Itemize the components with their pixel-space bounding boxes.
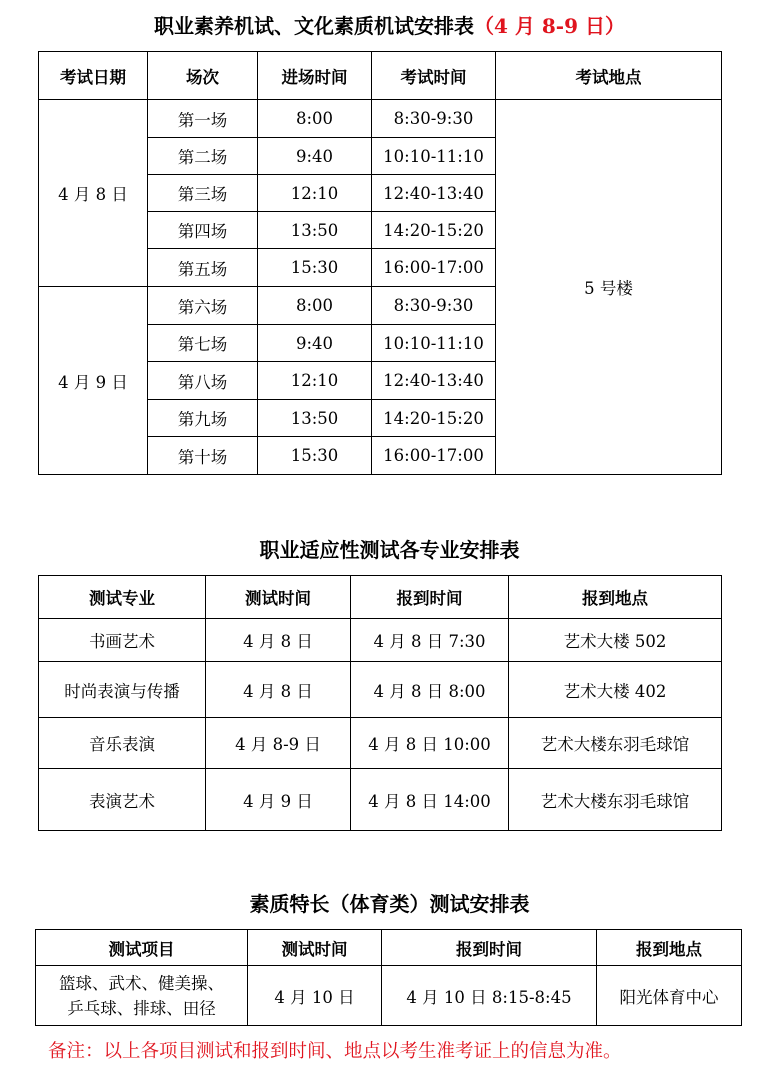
table-row <box>39 718 722 769</box>
exam-time-cell: 16:00-17:00 <box>372 249 496 287</box>
entry-time-cell: 9:40 <box>258 138 372 175</box>
entry-time-cell: 13:50 <box>258 212 372 249</box>
header-cell: 考试时间 <box>372 52 496 100</box>
exam-time-cell: 14:20-15:20 <box>372 212 496 249</box>
exam-time-cell: 12:40-13:40 <box>372 362 496 400</box>
footnote: 备注：以上各项目测试和报到时间、地点以考生准考证上的信息为准。 <box>48 1041 622 1062</box>
table-row <box>39 100 722 138</box>
exam-time-cell: 8:30-9:30 <box>372 287 496 325</box>
exam-schedule-table <box>38 51 722 475</box>
report-time-cell: 4 月 8 日 10:00 <box>351 718 509 769</box>
table1-title-date: （4 月 8-9 日） <box>474 14 625 38</box>
entry-time-cell: 12:10 <box>258 175 372 212</box>
header-cell: 测试项目 <box>36 930 248 966</box>
exam-time-cell: 16:00-17:00 <box>372 437 496 475</box>
exam-time-cell: 8:30-9:30 <box>372 100 496 138</box>
report-time-cell: 4 月 10 日 8:15-8:45 <box>382 966 597 1026</box>
major-cell: 表演艺术 <box>39 769 206 831</box>
entry-time-cell: 8:00 <box>258 100 372 138</box>
test-time-cell: 4 月 8 日 <box>206 662 351 718</box>
header-cell: 场次 <box>148 52 258 100</box>
sports-items-line: 乒乓球、排球、田径 <box>67 998 216 1018</box>
report-location-cell: 艺术大楼东羽毛球馆 <box>509 718 722 769</box>
report-time-cell: 4 月 8 日 14:00 <box>351 769 509 831</box>
report-location-cell: 艺术大楼 402 <box>509 662 722 718</box>
session-cell: 第五场 <box>148 249 258 287</box>
test-time-cell: 4 月 9 日 <box>206 769 351 831</box>
date-cell: 4 月 8 日 <box>39 100 148 287</box>
header-cell: 测试专业 <box>39 576 206 619</box>
sports-items-line: 篮球、武术、健美操、 <box>59 973 224 993</box>
test-time-cell: 4 月 8-9 日 <box>206 718 351 769</box>
sports-items-cell <box>36 966 248 1026</box>
table3-title: 素质特长（体育类）测试安排表 <box>249 892 530 916</box>
session-cell: 第十场 <box>148 437 258 475</box>
header-cell: 测试时间 <box>206 576 351 619</box>
session-cell: 第八场 <box>148 362 258 400</box>
entry-time-cell: 13:50 <box>258 400 372 437</box>
test-time-cell: 4 月 8 日 <box>206 619 351 662</box>
entry-time-cell: 8:00 <box>258 287 372 325</box>
header-cell: 报到时间 <box>351 576 509 619</box>
entry-time-cell: 9:40 <box>258 325 372 362</box>
table-header-row <box>39 576 722 619</box>
entry-time-cell: 15:30 <box>258 437 372 475</box>
location-cell: 5 号楼 <box>496 100 722 475</box>
session-cell: 第四场 <box>148 212 258 249</box>
table1-title <box>0 13 779 39</box>
report-time-cell: 4 月 8 日 7:30 <box>351 619 509 662</box>
header-cell: 考试日期 <box>39 52 148 100</box>
report-location-cell: 艺术大楼东羽毛球馆 <box>509 769 722 831</box>
table2-title: 职业适应性测试各专业安排表 <box>259 538 520 562</box>
sports-schedule-table <box>35 929 742 1026</box>
table-header-row <box>36 930 742 966</box>
report-location-cell: 阳光体育中心 <box>597 966 742 1026</box>
header-cell: 进场时间 <box>258 52 372 100</box>
entry-time-cell: 15:30 <box>258 249 372 287</box>
major-cell: 书画艺术 <box>39 619 206 662</box>
table-row <box>36 966 742 1026</box>
table1-title-text: 职业素养机试、文化素质机试安排表 <box>154 14 475 38</box>
session-cell: 第六场 <box>148 287 258 325</box>
report-location-cell: 艺术大楼 502 <box>509 619 722 662</box>
table-row <box>39 769 722 831</box>
header-cell: 考试地点 <box>496 52 722 100</box>
date-cell: 4 月 9 日 <box>39 287 148 475</box>
exam-time-cell: 14:20-15:20 <box>372 400 496 437</box>
test-time-cell: 4 月 10 日 <box>248 966 382 1026</box>
header-cell: 报到时间 <box>382 930 597 966</box>
major-schedule-table <box>38 575 722 831</box>
session-cell: 第九场 <box>148 400 258 437</box>
header-cell: 报到地点 <box>597 930 742 966</box>
report-time-cell: 4 月 8 日 8:00 <box>351 662 509 718</box>
exam-time-cell: 12:40-13:40 <box>372 175 496 212</box>
session-cell: 第三场 <box>148 175 258 212</box>
major-cell: 时尚表演与传播 <box>39 662 206 718</box>
header-cell: 报到地点 <box>509 576 722 619</box>
exam-time-cell: 10:10-11:10 <box>372 325 496 362</box>
session-cell: 第二场 <box>148 138 258 175</box>
session-cell: 第七场 <box>148 325 258 362</box>
session-cell: 第一场 <box>148 100 258 138</box>
entry-time-cell: 12:10 <box>258 362 372 400</box>
exam-time-cell: 10:10-11:10 <box>372 138 496 175</box>
table-row <box>39 619 722 662</box>
major-cell: 音乐表演 <box>39 718 206 769</box>
table-row <box>39 662 722 718</box>
table-header-row <box>39 52 722 100</box>
header-cell: 测试时间 <box>248 930 382 966</box>
